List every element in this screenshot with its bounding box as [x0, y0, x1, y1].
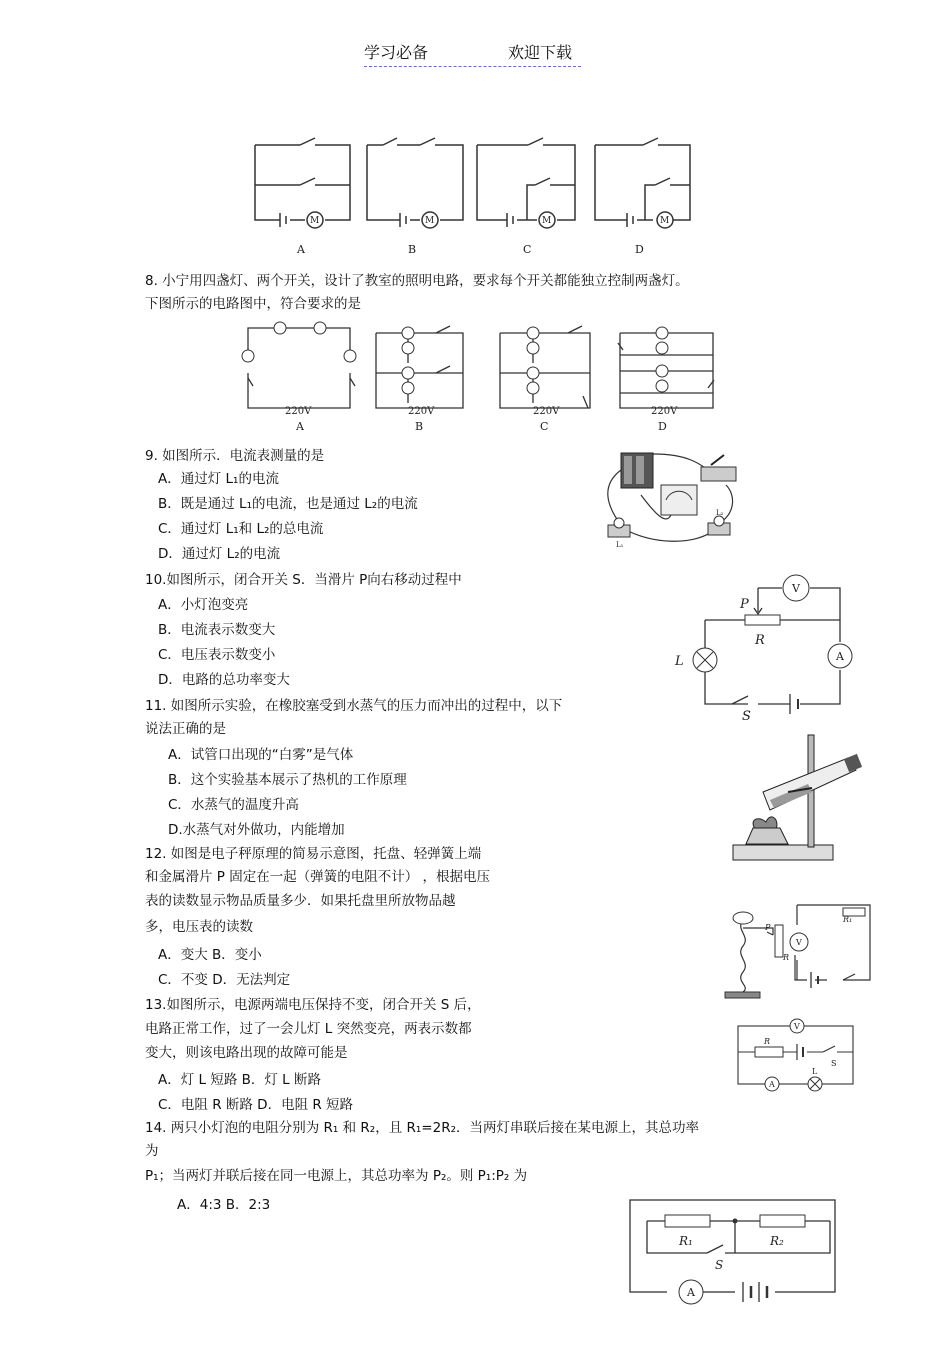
q10-figure [670, 572, 860, 722]
q7-figure [245, 120, 705, 260]
q12-figure [715, 900, 875, 1000]
q12-options-ab: A．变大 B．变小 [158, 947, 262, 963]
q7-option-b: B [408, 243, 417, 256]
q8-option-c: C [540, 420, 549, 433]
q14-line1: 14. 两只小灯泡的电阻分别为 R₁ 和 R₂，且 R₁=2R₂．当两灯串联后接在某电源上，其总功率 [145, 1120, 699, 1136]
q13-fig-s: S [831, 1059, 837, 1068]
q8-option-a: A [296, 420, 304, 433]
q11-line2: 说法正确的是 [145, 721, 226, 737]
q10-fig-l: L [675, 654, 684, 669]
q10-fig-s: S [742, 709, 751, 724]
q14-figure [625, 1195, 840, 1310]
q12-options-cd: C．不变 D．无法判定 [158, 972, 291, 988]
q11-figure [728, 730, 868, 870]
q10-option-d: D．电路的总功率变大 [158, 672, 290, 688]
q14-options-ab: A．4:3 B．2:3 [177, 1197, 271, 1213]
q12-fig-r: R [783, 953, 790, 962]
q14-fig-r2: R₂ [770, 1234, 784, 1248]
q7-option-c: C [523, 243, 532, 256]
q12-fig-v: V [796, 938, 802, 947]
q14-fig-s: S [715, 1258, 724, 1272]
q14-line2: 为 [145, 1143, 159, 1159]
q11-line1: 11. 如图所示实验，在橡胶塞受到水蒸气的压力而冲出的过程中，以下 [145, 698, 563, 714]
q8-option-d: D [658, 420, 667, 433]
q12-line1: 12. 如图是电子秤原理的简易示意图，托盘、轻弹簧上端 [145, 846, 482, 862]
q13-figure [735, 1016, 860, 1091]
q10-stem: 10.如图所示，闭合开关 S．当滑片 P向右移动过程中 [145, 572, 462, 588]
q13-fig-r: R [764, 1037, 771, 1046]
q12-line3: 表的读数显示物品质量多少．如果托盘里所放物品越 [145, 893, 456, 909]
q8-voltage-d: 220V [651, 406, 678, 417]
q13-line1: 13.如图所示，电源两端电压保持不变，闭合开关 S 后， [145, 997, 481, 1013]
svg-text:M: M [542, 216, 552, 226]
q11-option-c: C．水蒸气的温度升高 [168, 797, 299, 813]
header-underline [364, 66, 581, 67]
q10-fig-p: P [740, 597, 749, 612]
q9-fig-l2: L₂ [716, 509, 724, 517]
q12-line4: 多，电压表的读数 [145, 919, 253, 935]
q13-fig-v: V [794, 1022, 800, 1031]
q10-option-b: B．电流表示数变大 [158, 622, 276, 638]
q9-option-d: D．通过灯 L₂的电流 [158, 546, 281, 562]
q11-option-a: A．试管口出现的“白雾”是气体 [168, 747, 354, 763]
q12-fig-p: P [765, 923, 771, 932]
header-left: 学习必备 [364, 43, 429, 62]
q8-option-b: B [415, 420, 424, 433]
q9-option-a: A．通过灯 L₁的电流 [158, 471, 279, 487]
q9-stem: 9. 如图所示．电流表测量的是 [145, 448, 325, 464]
q13-line2: 电路正常工作，过了一会儿灯 L 突然变亮，两表示数都 [145, 1021, 472, 1037]
q8-voltage-c: 220V [533, 406, 560, 417]
q8-line1: 8. 小宁用四盏灯、两个开关，设计了教室的照明电路，要求每个开关都能独立控制两盏灯。 [145, 273, 689, 289]
q13-line3: 变大，则该电路出现的故障可能是 [145, 1045, 348, 1061]
q9-option-c: C．通过灯 L₁和 L₂的总电流 [158, 521, 324, 537]
q11-option-d: D.水蒸气对外做功，内能增加 [168, 822, 345, 838]
q12-line2: 和金属滑片 P 固定在一起（弹簧的电阻不计） ，根据电压 [145, 869, 491, 885]
q8-voltage-b: 220V [408, 406, 435, 417]
q14-line3: P₁；当两灯并联后接在同一电源上，其总功率为 P₂。则 P₁:P₂ 为 [145, 1168, 528, 1184]
q11-option-b: B．这个实验基本展示了热机的工作原理 [168, 772, 407, 788]
q10-fig-a: A [836, 650, 844, 663]
q13-fig-a: A [769, 1080, 775, 1089]
q13-options-cd: C．电阻 R 断路 D．电阻 R 短路 [158, 1097, 354, 1113]
q13-options-ab: A．灯 L 短路 B．灯 L 断路 [158, 1072, 321, 1088]
q7-option-a: A [297, 243, 305, 256]
q14-fig-r1: R₁ [679, 1234, 693, 1248]
q10-option-c: C．电压表示数变小 [158, 647, 276, 663]
q10-option-a: A．小灯泡变亮 [158, 597, 249, 613]
svg-text:M: M [425, 216, 435, 226]
q9-figure [596, 445, 746, 555]
q8-voltage-a: 220V [285, 406, 312, 417]
q10-fig-r: R [755, 633, 765, 648]
svg-text:M: M [660, 216, 670, 226]
q12-fig-r1: R₁ [843, 915, 853, 924]
svg-text:M: M [310, 216, 320, 226]
q13-fig-l: L [812, 1067, 818, 1076]
q7-option-d: D [635, 243, 644, 256]
q9-option-b: B．既是通过 L₁的电流，也是通过 L₂的电流 [158, 496, 418, 512]
header-right: 欢迎下载 [508, 43, 573, 62]
q14-fig-a: A [687, 1286, 695, 1299]
q10-fig-v: V [792, 582, 800, 595]
q9-fig-l1: L₁ [616, 541, 624, 549]
q8-line2: 下图所示的电路图中，符合要求的是 [145, 296, 361, 312]
q8-figure [238, 318, 718, 436]
